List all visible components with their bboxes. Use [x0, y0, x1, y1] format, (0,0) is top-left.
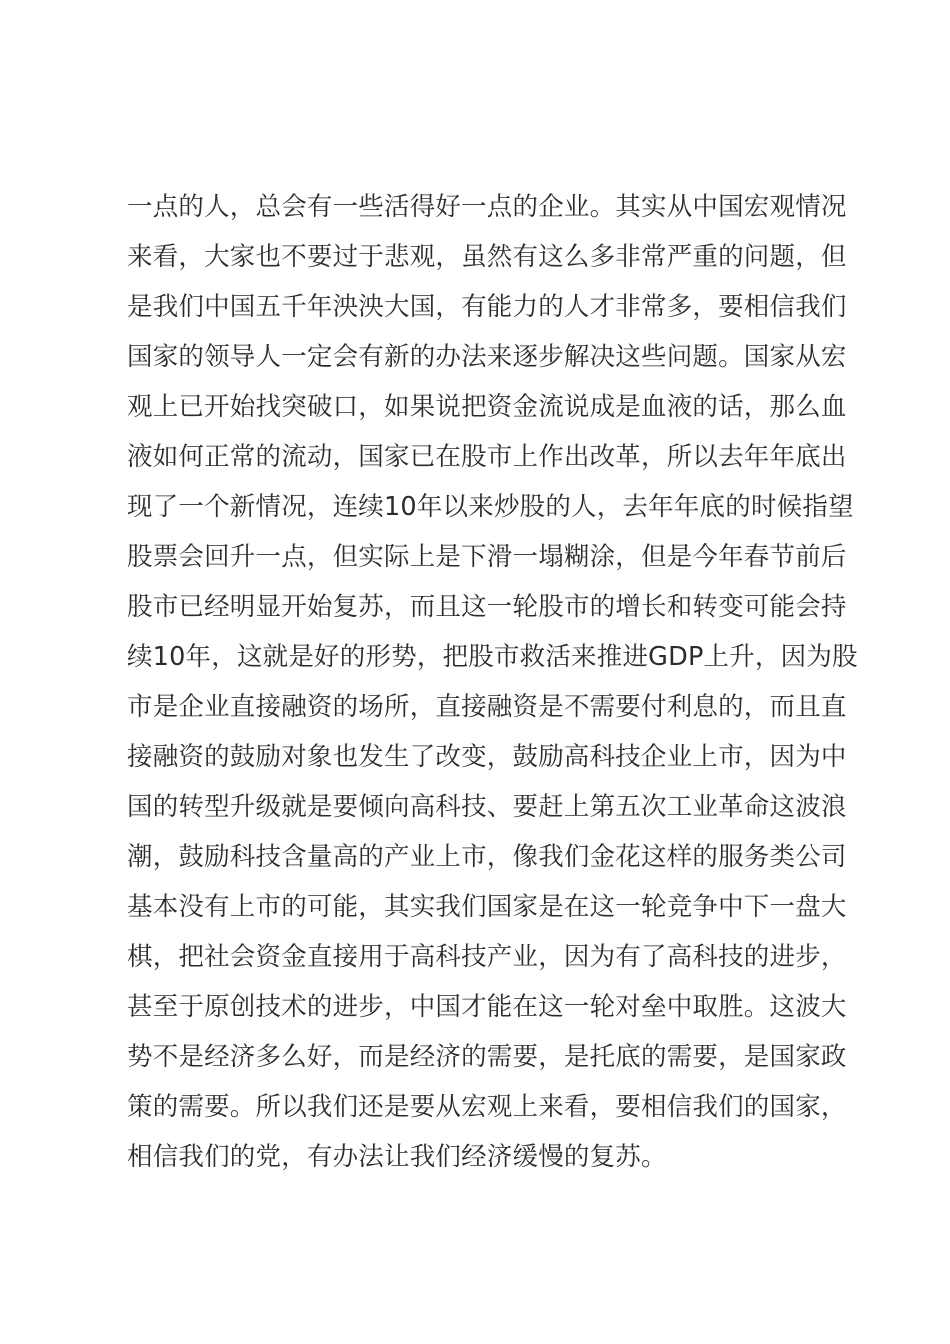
paragraph-line: 势不是经济多么好，而是经济的需要，是托底的需要，是国家政	[127, 1042, 847, 1072]
body-paragraph	[127, 182, 867, 1182]
paragraph-line: 棋，把社会资金直接用于高科技产业，因为有了高科技的进步，	[127, 942, 847, 972]
paragraph-line: 基本没有上市的可能，其实我们国家是在这一轮竞争中下一盘大	[127, 892, 847, 922]
paragraph-line: 现了一个新情况，连续10年以来炒股的人，去年年底的时候指望	[127, 492, 854, 522]
paragraph-line: 国家的领导人一定会有新的办法来逐步解决这些问题。国家从宏	[127, 342, 847, 372]
paragraph-line: 是我们中国五千年泱泱大国，有能力的人才非常多，要相信我们	[127, 292, 847, 322]
paragraph-line: 股市已经明显开始复苏，而且这一轮股市的增长和转变可能会持	[127, 592, 847, 622]
paragraph-line: 股票会回升一点，但实际上是下滑一塌糊涂，但是今年春节前后	[127, 542, 847, 572]
paragraph-line: 观上已开始找突破口，如果说把资金流说成是血液的话，那么血	[127, 392, 847, 422]
paragraph-line: 潮，鼓励科技含量高的产业上市，像我们金花这样的服务类公司	[127, 842, 847, 872]
paragraph-line: 接融资的鼓励对象也发生了改变，鼓励高科技企业上市，因为中	[127, 742, 847, 772]
paragraph-line: 国的转型升级就是要倾向高科技、要赶上第五次工业革命这波浪	[127, 792, 847, 822]
paragraph-line: 相信我们的党，有办法让我们经济缓慢的复苏。	[127, 1142, 667, 1172]
paragraph-line: 一点的人，总会有一些活得好一点的企业。其实从中国宏观情况	[127, 192, 847, 222]
paragraph-line: 市是企业直接融资的场所，直接融资是不需要付利息的，而且直	[127, 692, 847, 722]
paragraph-line: 续10年，这就是好的形势，把股市救活来推进GDP上升，因为股	[127, 642, 858, 672]
paragraph-line: 甚至于原创技术的进步，中国才能在这一轮对垒中取胜。这波大	[127, 992, 847, 1022]
paragraph-line: 液如何正常的流动，国家已在股市上作出改革，所以去年年底出	[127, 442, 847, 472]
paragraph-line: 来看，大家也不要过于悲观，虽然有这么多非常严重的问题，但	[127, 242, 847, 272]
paragraph-line: 策的需要。所以我们还是要从宏观上来看，要相信我们的国家，	[127, 1092, 847, 1122]
